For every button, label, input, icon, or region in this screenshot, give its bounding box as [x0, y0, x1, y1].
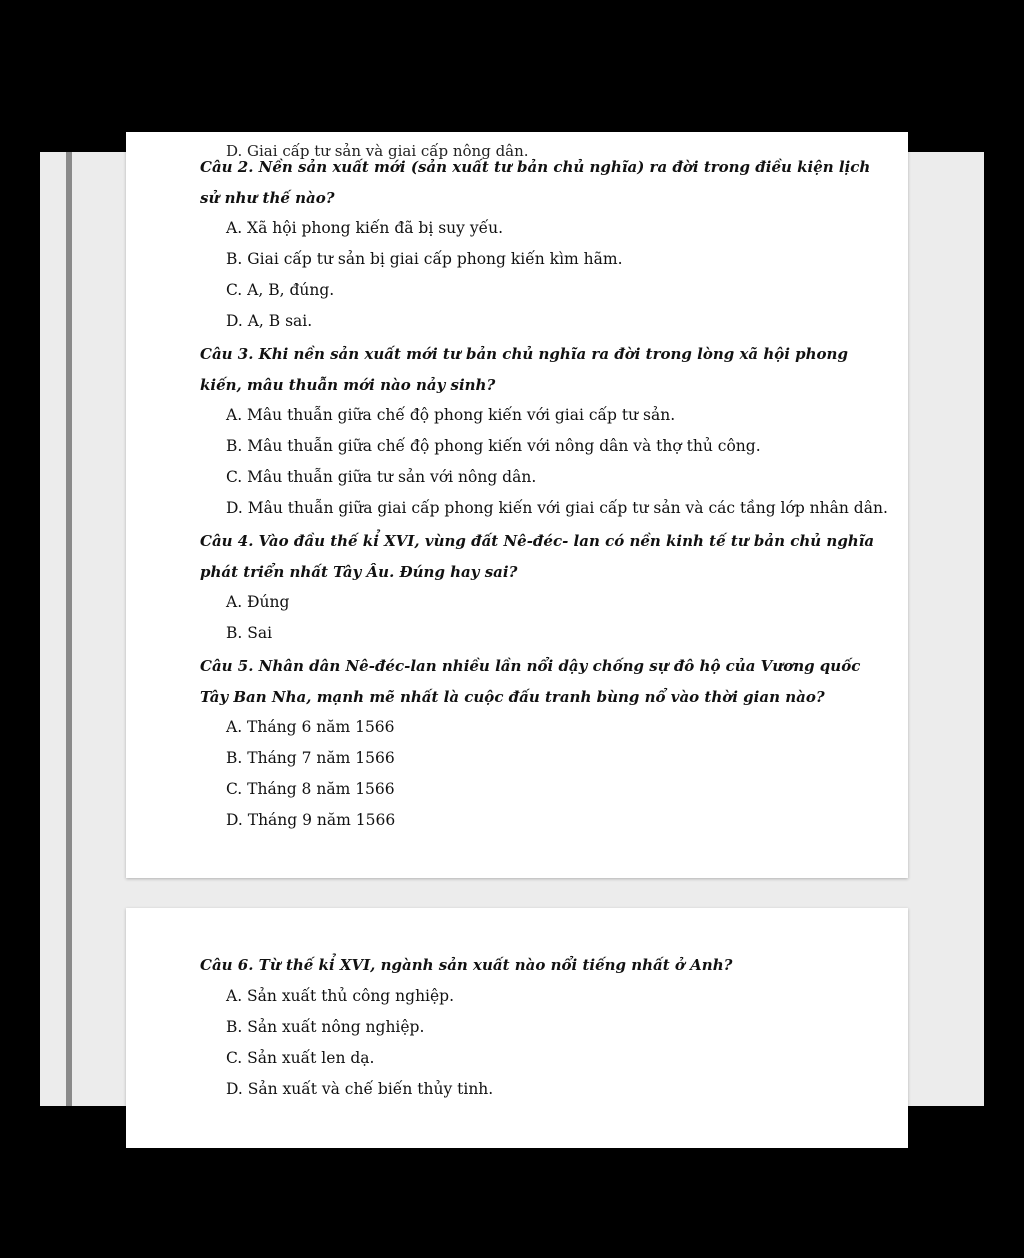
question-5: Câu 5. Nhân dân Nê-đéc-lan nhiều lần nổi dậy chống sự đô hộ của Vương quốc Tây Ban Nha, mạnh mẽ nhất là cuộc đấu tranh bùng nổ vào thời gian nào? [200, 657, 861, 706]
option-2b: B. Giai cấp tư sản bị giai cấp phong kiến kìm hãm. [226, 250, 623, 268]
cut-off-line: D. Giai cấp tư sản và giai cấp nông dân. [226, 142, 529, 160]
option-5b: B. Tháng 7 năm 1566 [226, 749, 395, 767]
option-3c: C. Mâu thuẫn giữa tư sản với nông dân. [226, 468, 537, 486]
page-1 [126, 132, 908, 878]
question-4: Câu 4. Vào đầu thế kỉ XVI, vùng đất Nê-đéc- lan có nền kinh tế tư bản chủ nghĩa phát triển nhất Tây Âu. Đúng hay sai? [200, 532, 875, 581]
question-2: Câu 2. Nền sản xuất mới (sản xuất tư bản chủ nghĩa) ra đời trong điều kiện lịch sử như thế nào? [200, 158, 871, 207]
option-3b: B. Mâu thuẫn giữa chế độ phong kiến với nông dân và thợ thủ công. [226, 437, 761, 455]
option-6b: B. Sản xuất nông nghiệp. [226, 1018, 425, 1036]
question-6: Câu 6. Từ thế kỉ XVI, ngành sản xuất nào nổi tiếng nhất ở Anh? [200, 956, 733, 974]
option-5a: A. Tháng 6 năm 1566 [226, 718, 395, 736]
page-2 [126, 908, 908, 1148]
option-5c: C. Tháng 8 năm 1566 [226, 780, 395, 798]
question-3: Câu 3. Khi nền sản xuất mới tư bản chủ nghĩa ra đời trong lòng xã hội phong kiến, mâu thuẫn mới nào nảy sinh? [200, 345, 848, 394]
option-4b: B. Sai [226, 624, 273, 642]
option-2d: D. A, B sai. [226, 312, 313, 330]
scroll-rail[interactable] [66, 152, 72, 1106]
option-4a: A. Đúng [226, 593, 290, 611]
document-viewer[interactable] [40, 142, 984, 1106]
option-6d: D. Sản xuất và chế biến thủy tinh. [226, 1080, 494, 1098]
option-2c: C. A, B, đúng. [226, 281, 335, 299]
option-3a: A. Mâu thuẫn giữa chế độ phong kiến với giai cấp tư sản. [226, 406, 676, 424]
option-2a: A. Xã hội phong kiến đã bị suy yếu. [226, 219, 504, 237]
option-3d: D. Mâu thuẫn giữa giai cấp phong kiến với giai cấp tư sản và các tầng lớp nhân dân. [226, 499, 888, 517]
option-6a: A. Sản xuất thủ công nghiệp. [226, 987, 455, 1005]
option-5d: D. Tháng 9 năm 1566 [226, 811, 396, 829]
option-6c: C. Sản xuất len dạ. [226, 1049, 375, 1067]
